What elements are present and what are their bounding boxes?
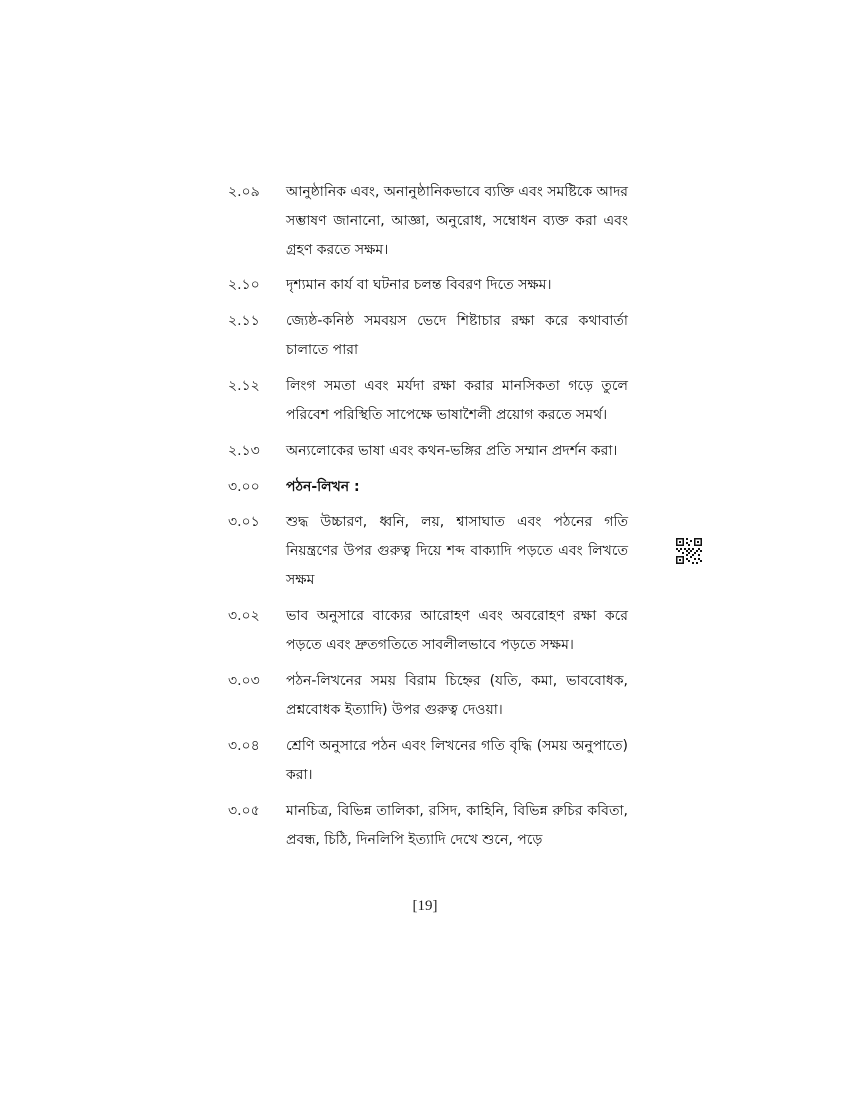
section-heading: [228, 473, 628, 502]
qr-code-icon: [676, 538, 702, 564]
list-item: [228, 178, 628, 265]
list-item: [228, 797, 628, 855]
entry-number: ২.০৯: [228, 184, 260, 200]
entry-number: ৩.০১: [228, 514, 260, 530]
page-number: [19]: [412, 898, 438, 914]
list-item: [228, 508, 628, 595]
entry-list: [228, 178, 628, 855]
list-item: [228, 372, 628, 430]
entry-text: শ্রেণি অনুসারে পঠন এবং লিখনের গতি বৃদ্ধি (সময় অনুপাতে) করা।: [286, 738, 628, 783]
entry-number: ২.১৩: [228, 443, 260, 459]
entry-text: পঠন-লিখনের সময় বিরাম চিহ্নের (যতি, কমা, ভাববোধক, প্রশ্নবোধক ইত্যাদি) উপর গুরুত্ব দেওয়া।: [286, 673, 628, 718]
entry-text: ভাব অনুসারে বাক্যের আরোহণ এবং অবরোহণ রক্ষা করে পড়তে এবং দ্রুতগতিতে সাবলীলভাবে পড়তে সক্ষম।: [286, 608, 628, 653]
entry-text: জ্যেষ্ঠ-কনিষ্ঠ সমবয়স ভেদে শিষ্টাচার রক্ষা করে কথাবার্তা চালাতে পারা: [286, 313, 628, 358]
entry-number: ২.১০: [228, 277, 260, 293]
entry-number: ২.১১: [228, 313, 260, 329]
entry-number: ৩.০৫: [228, 803, 260, 819]
entry-text: দৃশ্যমান কার্য বা ঘটনার চলন্ত বিবরণ দিতে সক্ষম।: [286, 277, 552, 293]
entry-text: আনুষ্ঠানিক এবং, অনানুষ্ঠানিকভাবে ব্যক্তি এবং সমষ্টিকে আদর সম্ভাষণ জানানো, আজ্ঞা, অনুরোধ, সম্বোধন ব্যক্ত করা এবং গ্রহণ করতে সক্ষম।: [286, 184, 628, 258]
entry-number: ৩.০৪: [228, 738, 260, 754]
list-item: [228, 271, 628, 300]
list-item: [228, 667, 628, 725]
entry-number: ৩.০২: [228, 608, 260, 624]
section-title: পঠন-লিখন :: [286, 479, 360, 495]
entry-number: ২.১২: [228, 378, 260, 394]
list-item: [228, 437, 628, 466]
list-item: [228, 307, 628, 365]
section-number: ৩.০০: [228, 479, 260, 495]
list-item: [228, 602, 628, 660]
entry-text: মানচিত্র, বিভিন্ন তালিকা, রসিদ, কাহিনি, বিভিন্ন রুচির কবিতা, প্রবন্ধ, চিঠি, দিনলিপি ইত্যাদি দেখে শুনে, পড়ে: [286, 803, 628, 848]
entry-text: লিংগ সমতা এবং মর্যদা রক্ষা করার মানসিকতা গড়ে তুলে পরিবেশ পরিস্থিতি সাপেক্ষে ভাষাশৈলী প্রয়োগ করতে সমর্থ।: [286, 378, 628, 423]
entry-text: শুদ্ধ উচ্চারণ, ধ্বনি, লয়, শ্বাসাঘাত এবং পঠনের গতি নিয়ন্ত্রণের উপর গুরুত্ব দিয়ে শব্দ বাক্যাদি পড়তে এবং লিখতে সক্ষম: [286, 514, 628, 588]
list-item: [228, 732, 628, 790]
entry-number: ৩.০৩: [228, 673, 260, 689]
entry-text: অন্যলোকের ভাষা এবং কথন-ভঙ্গির প্রতি সম্মান প্রদর্শন করা।: [286, 443, 618, 459]
